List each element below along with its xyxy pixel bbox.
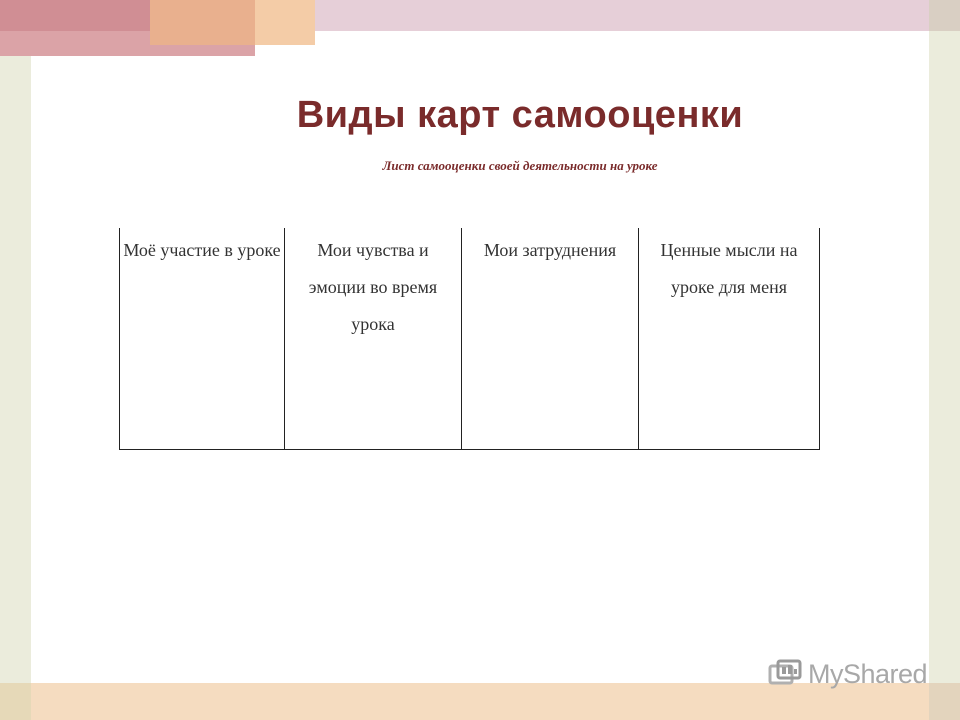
table-cell-valuable-thoughts: Ценные мысли на уроке для меня [639,228,820,450]
myshared-logo-icon [768,658,804,690]
bottom-right-corner-block [929,683,960,720]
slide-title: Виды карт самооценки [296,94,744,136]
table-cell-participation: Моё участие в уроке [120,228,285,450]
slide-subtitle: Лист самооценки своей деятельности на уроке [382,158,658,173]
left-decor-strip [0,0,31,720]
peach-dark-decor-block [150,0,255,45]
table-cell-difficulties: Мои затруднения [462,228,639,450]
table-cell-feelings: Мои чувства и эмоции во время урока [285,228,462,450]
right-decor-strip [929,0,960,720]
top-right-corner-block [929,0,960,31]
rose-dark-decor-block [0,0,150,31]
myshared-brand-text: MyShared [808,658,928,689]
myshared-watermark [768,656,928,692]
table-row [120,228,820,450]
bottom-left-corner-block [0,683,31,720]
self-assessment-table [119,228,820,450]
